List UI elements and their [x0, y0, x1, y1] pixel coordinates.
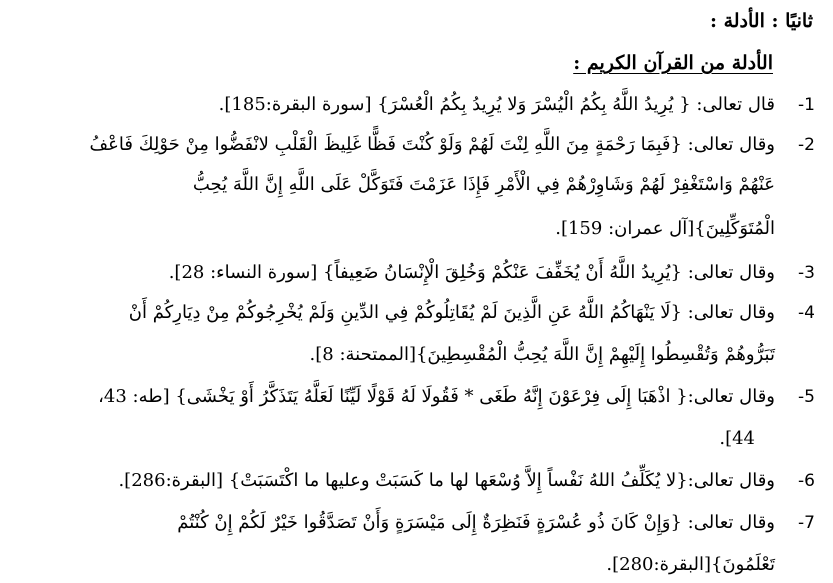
item-number: -3	[798, 263, 815, 283]
item-text: وقال تعالى: {لَا يَنْهَاكُمُ اللَّهُ عَنِ الَّذِينَ لَمْ يُقَاتِلُوكُمْ فِي الدِّينِ وَلَمْ يُخْرِجُوكُمْ مِنْ دِيَارِكُمْ أَنْ	[128, 302, 775, 323]
item-number: -2	[798, 135, 815, 155]
item-text-continued: تَعْلَمُونَ}[البقرة:280].	[606, 554, 775, 575]
item-text-continued: تَبَرُّوهُمْ وَتُقْسِطُوا إِلَيْهِمْ إِنَّ اللَّهَ يُحِبُّ الْمُقْسِطِينَ}[الممتحنة: 8].	[309, 344, 775, 365]
item-number: -5	[798, 387, 815, 407]
item-number: -1	[798, 95, 815, 115]
item-text: وقال تعالى: {يُرِيدُ اللَّهُ أَنْ يُخَفِّفَ عَنْكُمْ وَخُلِقَ الْإِنْسَانُ ضَعِيفاً} [سورة النساء: 28].	[168, 262, 775, 283]
item-text: وقال تعالى:{ اذْهَبَا إِلَى فِرْعَوْنَ إِنَّهُ طَغَى * فَقُولَا لَهُ قَوْلًا لَيِّنًا لَعَلَّهُ يَتَذَكَّرُ أَوْ يَخْشَى} [طه: 43،	[98, 386, 775, 407]
item-text: وقال تعالى: {فَبِمَا رَحْمَةٍ مِنَ اللَّهِ لِنْتَ لَهُمْ وَلَوْ كُنْتَ فَظًّا غَلِيظَ الْقَلْبِ لانْفَضُّوا مِنْ حَوْلِكَ فَاعْفُ	[89, 134, 775, 155]
item-text: وقال تعالى: {وَإِنْ كَانَ ذُو عُسْرَةٍ فَنَظِرَةٌ إِلَى مَيْسَرَةٍ وَأَنْ تَصَدَّقُوا خَيْرٌ لَكُمْ إِنْ كُنْتُمْ	[177, 512, 775, 533]
item-text: وقال تعالى:{لا يُكَلِّفُ اللهُ نَفْساً إِلاَّ وُسْعَها لها ما كَسَبَتْ وعليها ما اكْتَسَبَتْ} [البقرة:286].	[118, 470, 775, 491]
item-text-continued: الْمُتَوَكِّلِينَ}[آل عمران: 159].	[555, 218, 775, 239]
item-text-continued: 44].	[719, 428, 755, 449]
item-number: -7	[798, 513, 815, 533]
item-text: قال تعالى: { يُرِيدُ اللَّهُ بِكُمُ الْيُسْرَ وَلا يُرِيدُ بِكُمُ الْعُسْرَ} [سورة البقرة:185].	[218, 94, 775, 115]
item-number: -6	[798, 471, 815, 491]
item-text-continued: عَنْهُمْ وَاسْتَغْفِرْ لَهُمْ وَشَاوِرْهُمْ فِي الْأَمْرِ فَإِذَا عَزَمْتَ فَتَوَكَّلْ عَلَى اللَّهِ إِنَّ اللَّهَ يُحِبُّ	[192, 174, 775, 195]
section-heading: ثانيًا : الأدلة :	[709, 10, 813, 32]
subsection-heading: الأدلة من القرآن الكريم :	[573, 52, 773, 74]
item-number: -4	[798, 303, 815, 323]
